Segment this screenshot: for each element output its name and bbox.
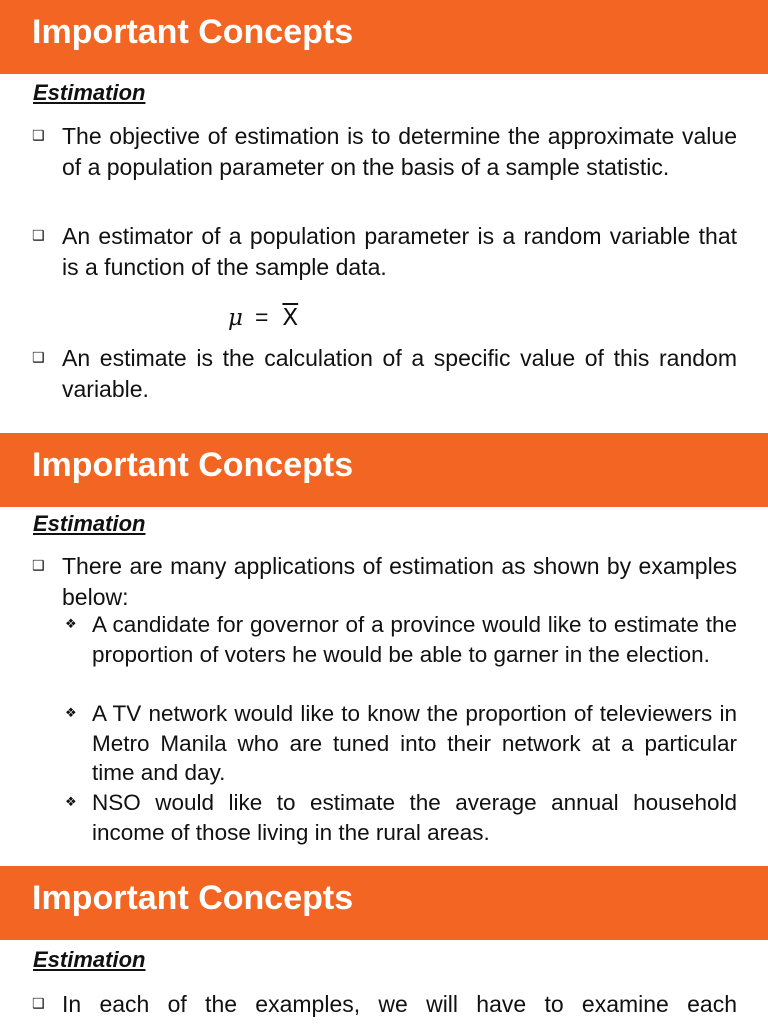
square-bullet-icon: ❑ bbox=[32, 558, 45, 574]
slide-1-title: Important Concepts bbox=[32, 13, 354, 51]
diamond-bullet-icon: ❖ bbox=[65, 617, 77, 632]
slide-3-bullet-text: In each of the examples, we will have to examine each bbox=[62, 991, 737, 1017]
estimator-formula bbox=[228, 302, 298, 333]
slide-2-title: Important Concepts bbox=[32, 446, 354, 484]
square-bullet-icon: ❑ bbox=[32, 228, 45, 244]
diamond-bullet-icon: ❖ bbox=[65, 795, 77, 810]
formula-equals: = bbox=[254, 304, 269, 330]
slide-2-subbullet-item bbox=[65, 610, 737, 669]
slide-3-title: Important Concepts bbox=[32, 879, 354, 917]
slide-2-subbullet-item bbox=[65, 788, 737, 847]
slide-1-title-banner bbox=[0, 0, 768, 74]
square-bullet-icon: ❑ bbox=[32, 996, 45, 1012]
slide-3-subtitle: Estimation bbox=[33, 947, 146, 972]
slide-1-bullet-text: The objective of estimation is to determine the approximate value of a population parameter on the basis of a sample statistic. bbox=[62, 123, 737, 180]
formula-mu: μ bbox=[228, 305, 243, 331]
slide-1-bullet-item bbox=[32, 121, 737, 182]
slide-3-title-banner bbox=[0, 866, 768, 940]
slide-1-subtitle: Estimation bbox=[33, 80, 146, 105]
slide-1-bullet-item bbox=[32, 343, 737, 404]
slide-2-subbullet-item bbox=[65, 699, 737, 788]
slide-3-bullet-item bbox=[32, 989, 737, 1020]
slide-2-title-banner bbox=[0, 433, 768, 507]
diamond-bullet-icon: ❖ bbox=[65, 706, 77, 721]
formula-x-bar: $\overline{X}$ bbox=[282, 305, 299, 331]
slide-1-bullet-text: An estimate is the calculation of a specific value of this random variable. bbox=[62, 345, 737, 402]
square-bullet-icon: ❑ bbox=[32, 128, 45, 144]
slide-2-subbullet-text: A TV network would like to know the proportion of televiewers in Metro Manila who are tuned into their network at a particular time and day. bbox=[92, 701, 737, 785]
slide-2-subtitle: Estimation bbox=[33, 511, 146, 536]
slide-1-bullet-text: An estimator of a population parameter is a random variable that is a function of the sample data. bbox=[62, 223, 737, 280]
square-bullet-icon: ❑ bbox=[32, 350, 45, 366]
slide-2-bullet-item bbox=[32, 551, 737, 612]
slide-2-bullet-text: There are many applications of estimation as shown by examples below: bbox=[62, 553, 737, 610]
slide-2-subbullet-text: NSO would like to estimate the average annual household income of those living in the rural areas. bbox=[92, 790, 737, 845]
slide-1-bullet-item bbox=[32, 221, 737, 282]
slide-2-subbullet-text: A candidate for governor of a province would like to estimate the proportion of voters he would be able to garner in the election. bbox=[92, 612, 737, 667]
